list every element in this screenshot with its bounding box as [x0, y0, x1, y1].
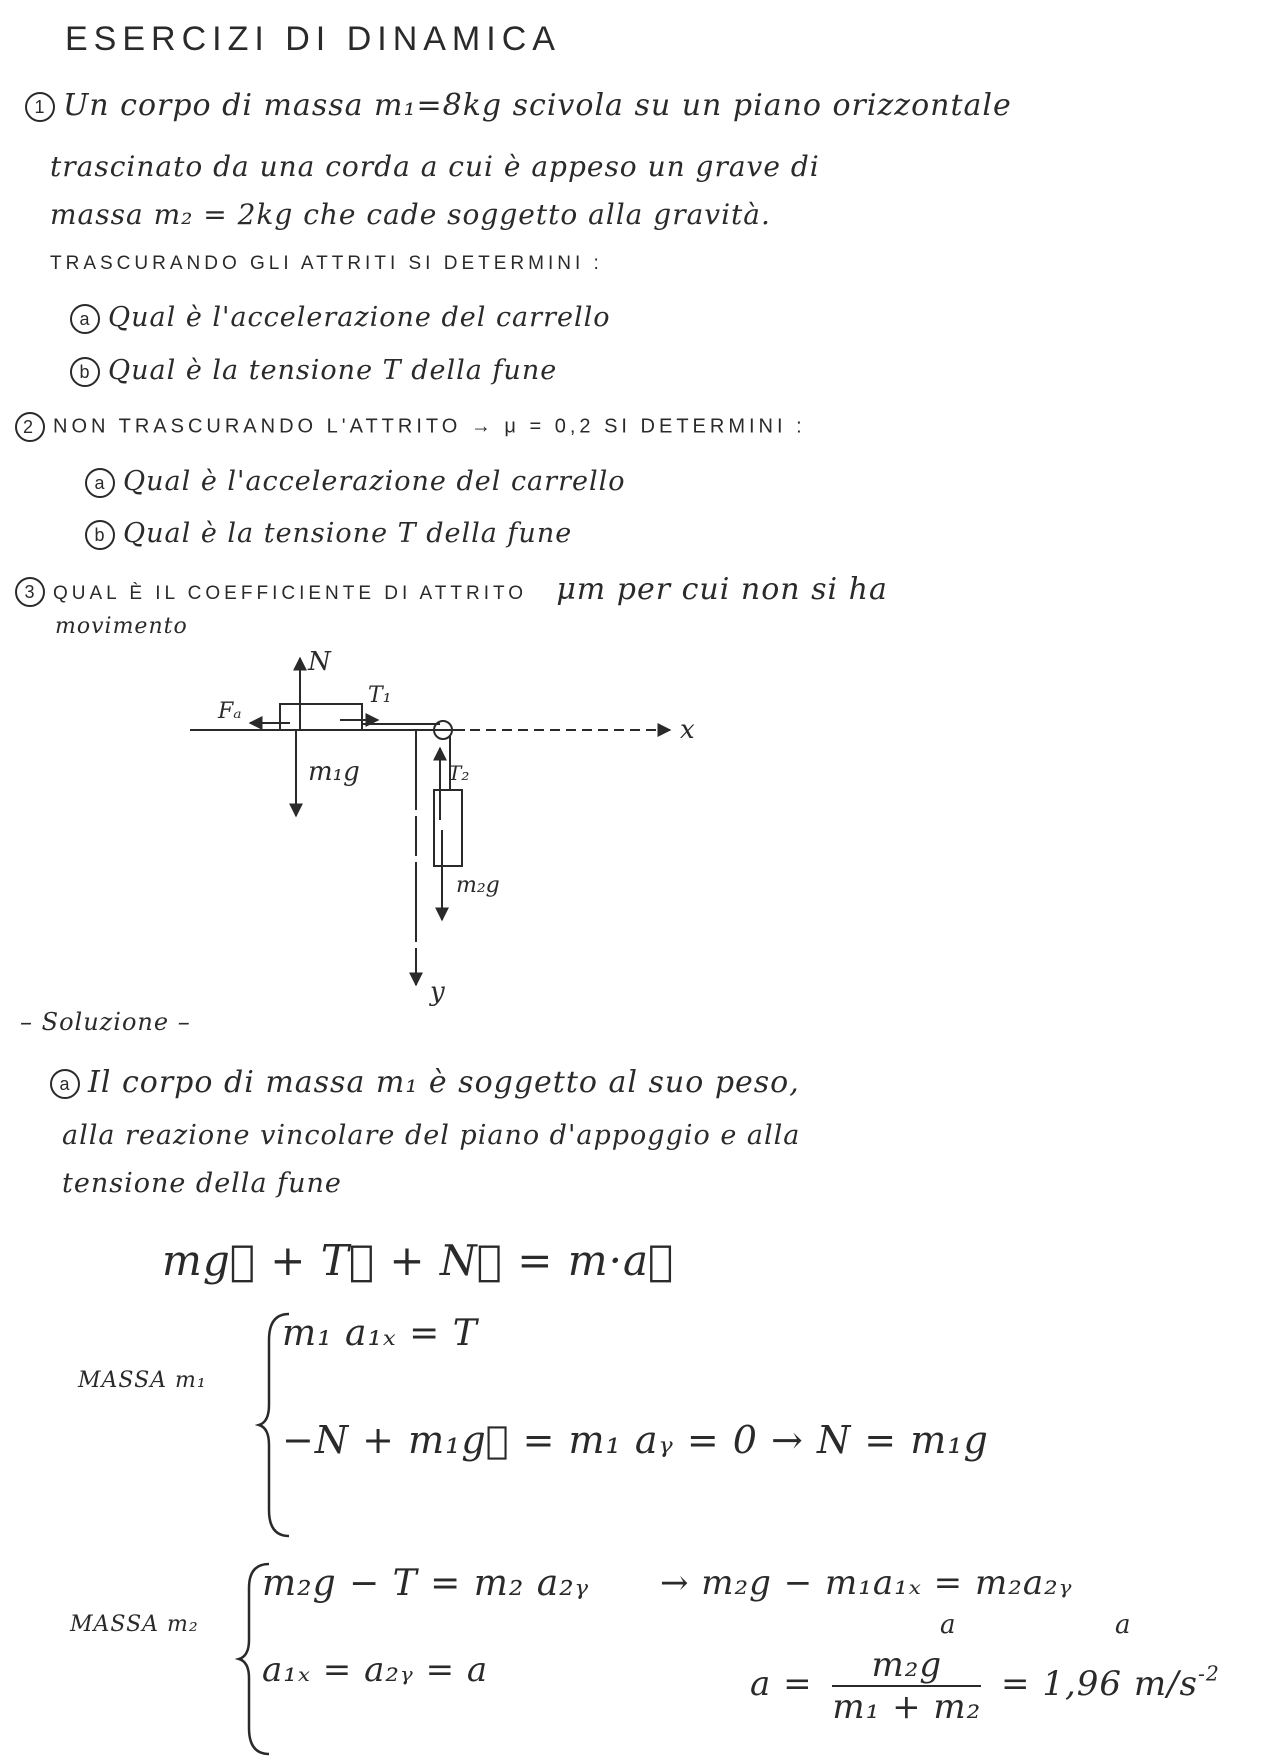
problem-2-heading-text: NON TRASCURANDO L'ATTRITO → μ = 0,2 SI DETERMINI :: [53, 415, 806, 438]
underbrace-label-1: a: [940, 1610, 957, 1640]
mass-2-label: MASSA m₂: [70, 1612, 199, 1637]
equation-3: m₂g − T = m₂ a₂ᵧ: [262, 1563, 590, 1604]
result-value: = 1,96 m/s: [1001, 1664, 1198, 1704]
question-1b-text: Qual è la tensione T della fune: [108, 355, 558, 386]
free-body-diagram: [180, 630, 740, 1010]
neglecting-friction-line: TRASCURANDO GLI ATTRITI SI DETERMINI :: [50, 253, 603, 274]
label-x: x: [680, 715, 695, 745]
block-m1: [280, 704, 362, 730]
problem-1-line-1: [25, 88, 1012, 123]
solution-text-1-content: Il corpo di massa m₁ è soggetto al suo peso,: [88, 1065, 800, 1100]
bullet-a: a: [85, 468, 115, 498]
question-2a-text: Qual è l'accelerazione del carrello: [123, 466, 626, 497]
result-denominator: m₁ + m₂: [832, 1687, 982, 1727]
problem-3-line-1: [15, 572, 888, 607]
label-m1g: m₁g: [308, 757, 360, 787]
solution-header: – Soluzione –: [20, 1008, 191, 1036]
mass-1-label: MASSA m₁: [78, 1368, 207, 1393]
problem-1-line-2: trascinato da una corda a cui è appeso un grave di: [50, 150, 820, 183]
problem-2-heading: [15, 412, 806, 442]
result-lhs: a =: [750, 1664, 813, 1704]
label-T1: T₁: [368, 683, 392, 708]
result-numerator: m₂g: [871, 1645, 943, 1685]
problem-1-text-1: Un corpo di massa m₁=8kg scivola su un piano orizzontale: [63, 88, 1012, 123]
problem-number-1: 1: [25, 92, 55, 122]
bullet-b: b: [85, 520, 115, 550]
problem-3-caps: QUAL È IL COEFFICIENTE DI ATTRITO: [53, 583, 528, 604]
vector-equation: mg⃗ + T⃗ + N⃗ = m·a⃗: [162, 1236, 675, 1285]
page-title: ESERCIZI DI DINAMICA: [65, 20, 561, 58]
problem-3-tail: μm per cui non si ha: [556, 572, 888, 607]
label-y: y: [430, 977, 445, 1007]
problem-1-line-3: massa m₂ = 2kg che cade soggetto alla gravità.: [50, 198, 771, 231]
problem-number-2: 2: [15, 412, 45, 442]
label-Fa: Fₐ: [218, 699, 242, 724]
bullet-a: a: [70, 304, 100, 334]
label-m2g: m₂g: [456, 873, 500, 898]
question-2b: [85, 518, 572, 550]
label-T2: T₂: [448, 761, 470, 785]
equation-4: a₁ₓ = a₂ᵧ = a: [262, 1650, 489, 1690]
equation-3b: → m₂g − m₁a₁ₓ = m₂a₂ᵧ: [660, 1563, 1073, 1603]
block-m2: [434, 790, 462, 866]
question-1a-text: Qual è l'accelerazione del carrello: [108, 302, 611, 333]
question-2a: [85, 466, 625, 498]
underbrace-label-2: a: [1115, 1610, 1132, 1640]
problem-number-3: 3: [15, 577, 45, 607]
label-N: N: [308, 647, 331, 677]
result-fraction: [832, 1645, 981, 1727]
solution-text-2: alla reazione vincolare del piano d'appoggio e alla: [62, 1120, 801, 1151]
equation-1: m₁ a₁ₓ = T: [282, 1313, 478, 1354]
solution-text-1: [50, 1065, 800, 1100]
question-1a: [70, 302, 610, 334]
bullet-b: b: [70, 357, 100, 387]
problem-3-line-2: movimento: [55, 614, 188, 639]
question-1b: [70, 355, 557, 387]
solution-text-3: tensione della fune: [62, 1168, 342, 1199]
result-exponent: -2: [1198, 1661, 1220, 1686]
question-2b-text: Qual è la tensione T della fune: [123, 518, 573, 549]
equation-2: −N + m₁g⃗ = m₁ aᵧ = 0 → N = m₁g: [282, 1418, 989, 1462]
result-equation: [750, 1645, 1220, 1727]
bullet-a: a: [50, 1069, 80, 1099]
